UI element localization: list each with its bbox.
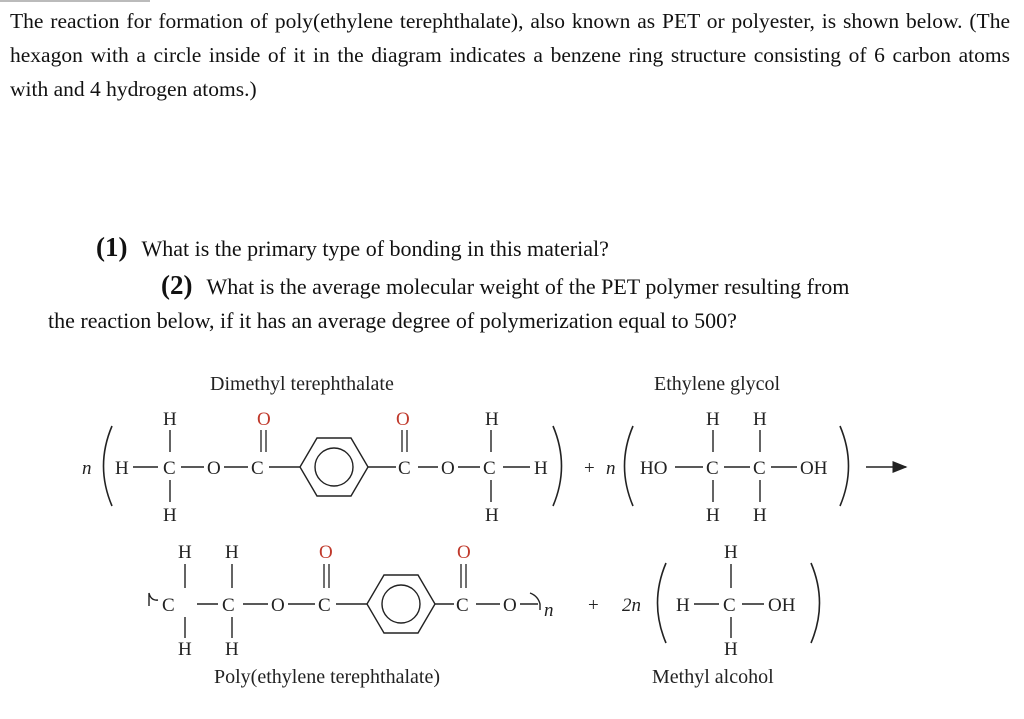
atom-h: H [724,639,738,660]
bracket-right-3 [811,563,820,643]
repeat-bracket-left [149,593,158,606]
bracket-left-1 [104,426,113,506]
question-2-number: (2) [161,270,193,300]
atom-c: C [753,458,766,479]
atom-c: C [162,595,175,616]
atom-o: O [441,458,455,479]
bracket-left-2 [625,426,634,506]
atom-c: C [163,458,176,479]
coef-2n: 2n [622,595,641,616]
benzene-circle [382,585,420,623]
atom-h: H [225,639,239,660]
question-1-number: (1) [96,232,128,262]
atom-h: H [676,595,690,616]
atom-h: H [706,505,720,526]
atom-oh: OH [800,458,828,479]
question-2-text-line2: the reaction below, if it has an average degree of polymerization equal to 500? [48,308,737,333]
atom-c: C [222,595,235,616]
bracket-right-1 [553,426,562,506]
atom-h: H [706,409,720,430]
atom-c: C [706,458,719,479]
atom-h: H [753,505,767,526]
atom-h: H [724,542,738,563]
coef-n-1: n [82,458,92,479]
atom-h: H [753,409,767,430]
atom-h: H [178,639,192,660]
repeat-bracket-right [530,593,540,610]
atom-o: O [319,542,333,563]
atom-o: O [257,409,271,430]
bracket-left-3 [658,563,667,643]
question-1-text: What is the primary type of bonding in this material? [141,236,609,261]
atom-h: H [178,542,192,563]
atom-h: H [485,505,499,526]
atom-c: C [398,458,411,479]
atom-h: H [225,542,239,563]
atom-h: H [115,458,129,479]
atom-o: O [503,595,517,616]
benzene-ring-2 [367,575,435,633]
label-dimethyl-terephthalate: Dimethyl terephthalate [210,373,394,395]
atom-c: C [251,458,264,479]
atom-o: O [396,409,410,430]
atom-o: O [271,595,285,616]
atom-ho: HO [640,458,668,479]
atom-c: C [723,595,736,616]
intro-paragraph: The reaction for formation of poly(ethylene terephthalate), also known as PET or polyester, is shown below. (The hexagon with a circle inside of it in the diagram indicates a benzene ring structure consisting of 6 carbon atoms with and 4 hydrogen atoms.) [10,9,1010,101]
label-pet: Poly(ethylene terephthalate) [214,666,441,688]
atom-oh: OH [768,595,796,616]
label-ethylene-glycol: Ethylene glycol [654,373,781,395]
atom-h: H [485,409,499,430]
benzene-ring-1 [300,438,368,496]
coef-n-2: n [606,458,616,479]
bracket-right-2 [840,426,849,506]
atom-h: H [534,458,548,479]
plus-sign: + [588,595,599,616]
atom-c: C [483,458,496,479]
question-2-text-line1: What is the average molecular weight of the PET polymer resulting from [206,274,850,299]
atom-c: C [456,595,469,616]
atom-o: O [207,458,221,479]
atom-h: H [163,505,177,526]
atom-c: C [318,595,331,616]
subscript-n: n [544,600,554,621]
benzene-circle [315,448,353,486]
label-methyl-alcohol: Methyl alcohol [652,666,774,688]
atom-o: O [457,542,471,563]
plus-sign: + [584,458,595,479]
atom-h: H [163,409,177,430]
